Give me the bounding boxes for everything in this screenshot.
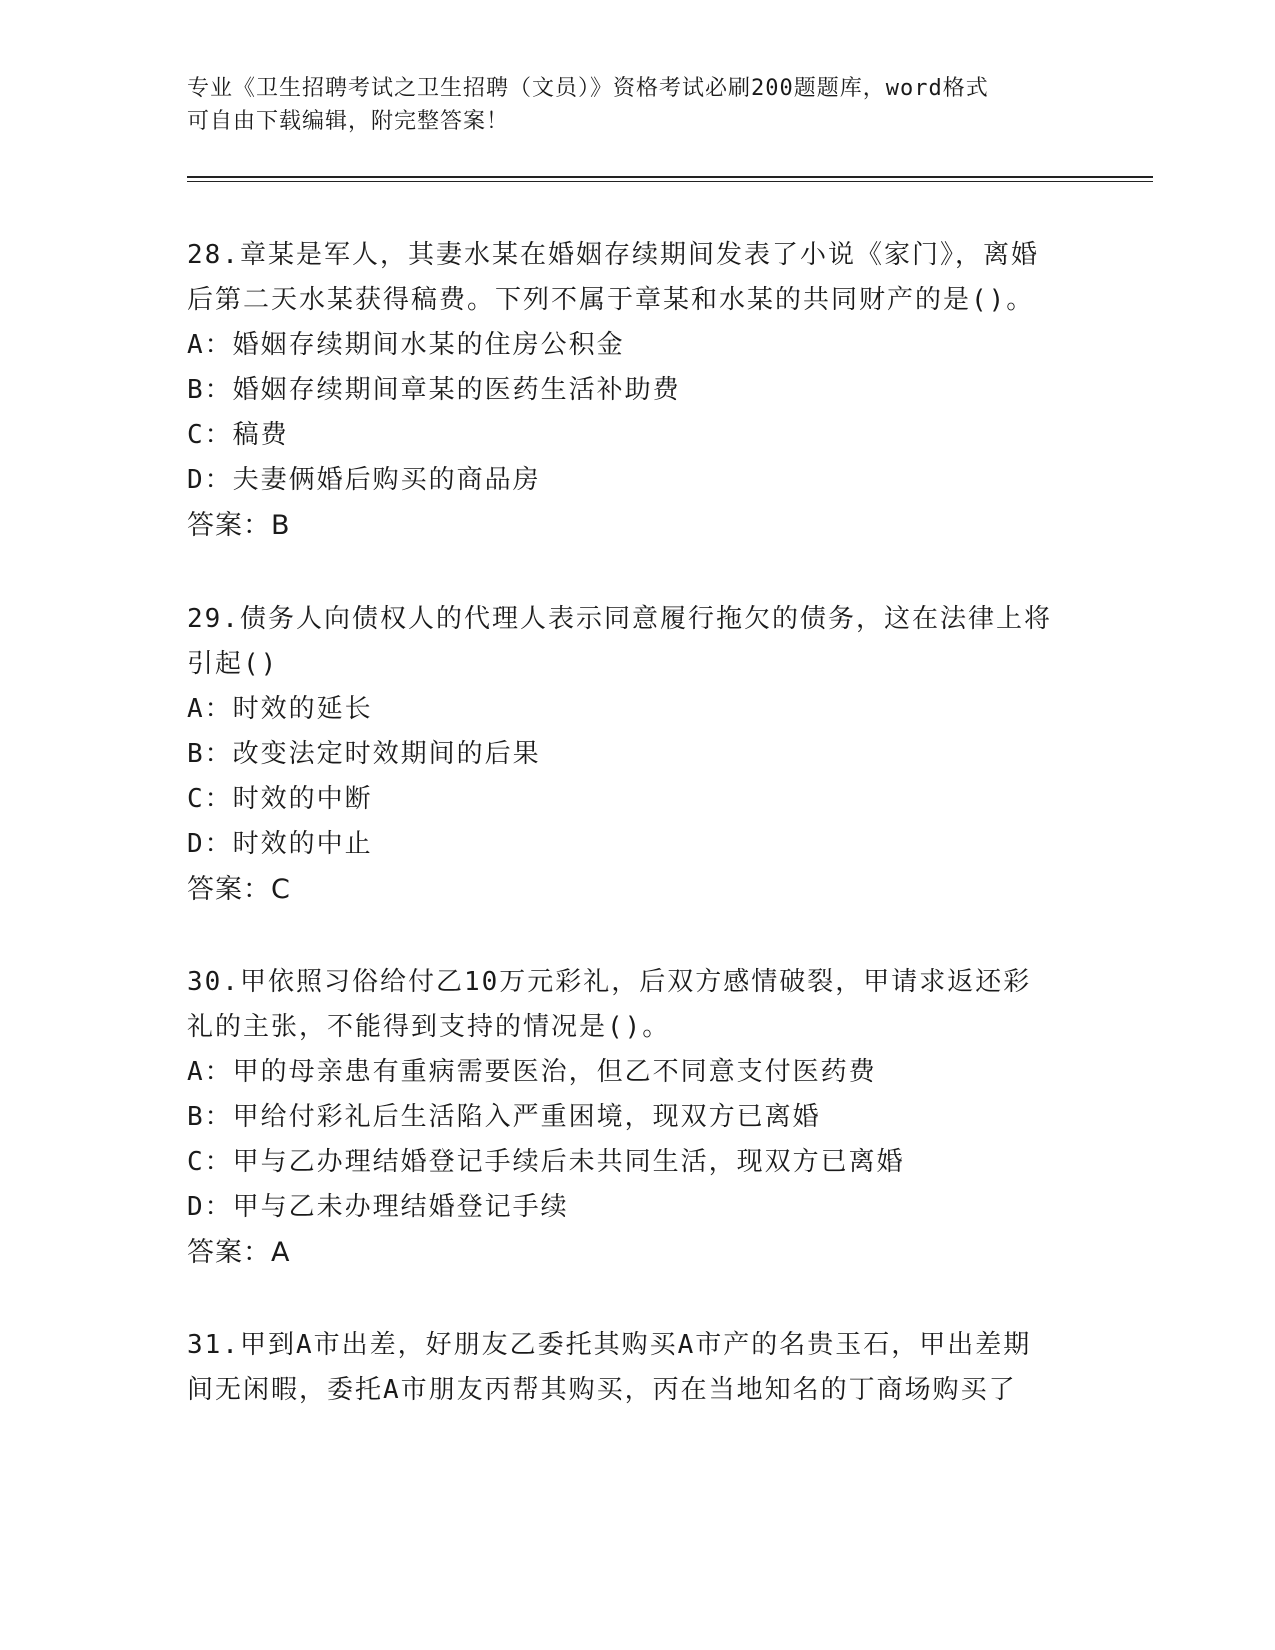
header-divider-thin	[187, 181, 1153, 182]
option-d: D：时效的中止	[187, 829, 373, 859]
option-b: B：婚姻存续期间章某的医药生活补助费	[187, 375, 681, 405]
question-stem-line: 间无闲暇，委托A市朋友丙帮其购买，丙在当地知名的丁商场购买了	[187, 1375, 1017, 1405]
document-header	[187, 72, 1067, 138]
answer-line: 答案：C	[187, 874, 291, 905]
option-a: A：婚姻存续期间水某的住房公积金	[187, 330, 625, 360]
question-stem-line: 29.债务人向债权人的代理人表示同意履行拖欠的债务，这在法律上将	[187, 604, 1052, 634]
header-line-1: 专业《卫生招聘考试之卫生招聘（文员）》资格考试必刷200题题库，word格式	[187, 76, 989, 101]
option-c: C：稿费	[187, 420, 289, 450]
question-stem-line: 30.甲依照习俗给付乙10万元彩礼，后双方感情破裂，甲请求返还彩	[187, 967, 1032, 997]
answer-line: 答案：B	[187, 510, 291, 541]
question-stem-line: 28.章某是军人，其妻水某在婚姻存续期间发表了小说《家门》，离婚	[187, 240, 1039, 270]
question-30	[187, 960, 1087, 1275]
question-stem-line: 引起()	[187, 649, 279, 679]
question-stem-line: 31.甲到A市出差，好朋友乙委托其购买A市产的名贵玉石，甲出差期	[187, 1330, 1032, 1360]
option-a: A：甲的母亲患有重病需要医治，但乙不同意支付医药费	[187, 1057, 877, 1087]
question-31	[187, 1323, 1087, 1413]
question-28	[187, 233, 1087, 548]
question-stem-line: 后第二天水某获得稿费。下列不属于章某和水某的共同财产的是()。	[187, 285, 1035, 315]
option-b: B：甲给付彩礼后生活陷入严重困境，现双方已离婚	[187, 1102, 821, 1132]
header-divider-thick	[187, 176, 1153, 178]
header-line-2: 可自由下载编辑，附完整答案！	[187, 109, 510, 134]
option-c: C：时效的中断	[187, 784, 373, 814]
option-d: D：甲与乙未办理结婚登记手续	[187, 1192, 569, 1222]
question-29	[187, 597, 1087, 912]
option-a: A：时效的延长	[187, 694, 373, 724]
option-c: C：甲与乙办理结婚登记手续后未共同生活，现双方已离婚	[187, 1147, 905, 1177]
question-stem-line: 礼的主张，不能得到支持的情况是()。	[187, 1012, 671, 1042]
option-b: B：改变法定时效期间的后果	[187, 739, 541, 769]
option-d: D：夫妻俩婚后购买的商品房	[187, 465, 541, 495]
answer-line: 答案：A	[187, 1237, 291, 1268]
